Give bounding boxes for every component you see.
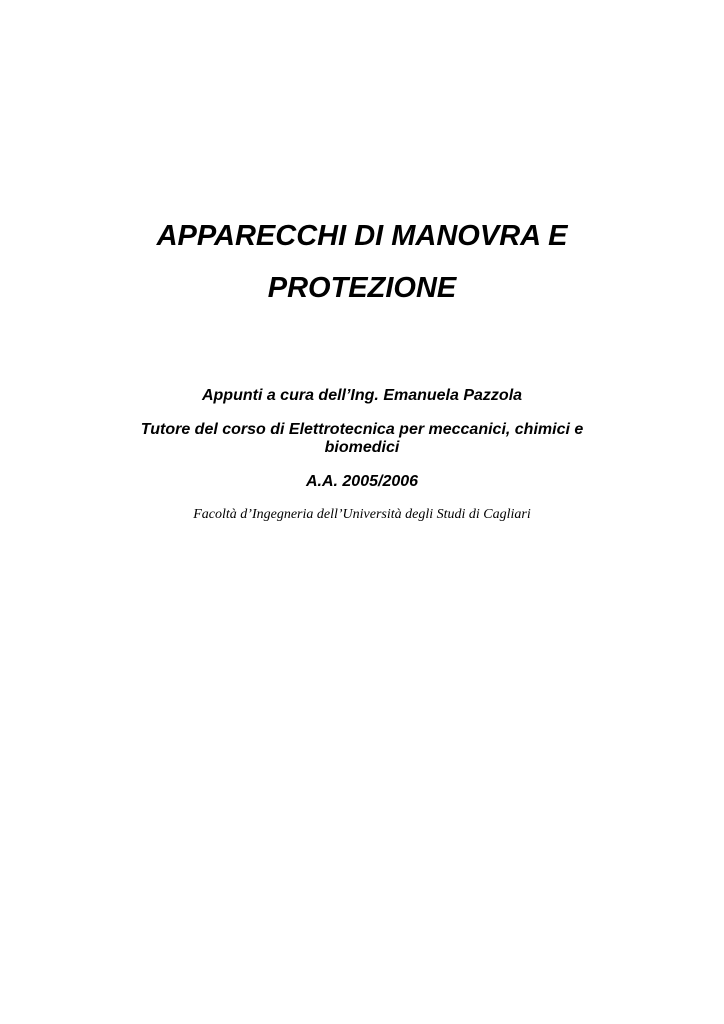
- tutor-line-1: Tutore del corso di Elettrotecnica per meccanici, chimici e: [140, 421, 584, 438]
- academic-year: A.A. 2005/2006: [305, 473, 419, 490]
- author-line: Appunti a cura dell’Ing. Emanuela Pazzola: [201, 387, 523, 404]
- document-title-line-2: PROTEZIONE: [267, 272, 457, 304]
- document-title-line-1: APPARECCHI DI MANOVRA E: [156, 220, 568, 252]
- tutor-line-2: biomedici: [324, 439, 400, 456]
- faculty-line: Facoltà d’Ingegneria dell’Università degli Studi di Cagliari: [193, 507, 531, 522]
